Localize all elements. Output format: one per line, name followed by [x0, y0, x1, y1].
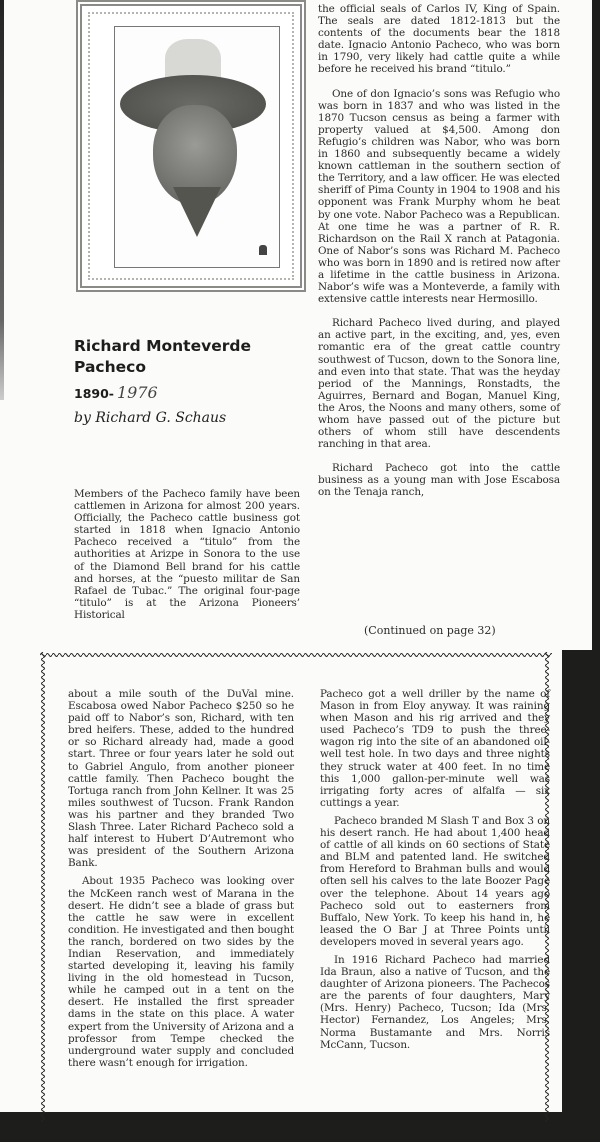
title-line-1: Richard Monteverde: [74, 337, 251, 355]
title-line-2: Pacheco: [74, 358, 146, 376]
upper-left-column: [74, 488, 300, 621]
paragraph: Pacheco got a well driller by the name of Mason in from Eloy anyway. It was raining when Mason and his rig arrived and they used Pacheco’s TD9 to push the three-wagon rig into the site of an abandoned oil-well test hole. In two days and three nights they struck water at 400 feet. In no time this 1,000 gallon-per-minute well was irrigating forty acres of alfalfa — six cuttings a year.: [320, 688, 550, 809]
paragraph: One of don Ignacio’s sons was Refugio who was born in 1837 and who was listed in the 1870 Tucson census as being a farmer with property valued at $4,500. Among don Refugio’s children was Nabor, who was born in 1860 and subsequently became a widely known cattleman in the southern section of the Territory, and a law officer. He was elected sheriff of Pima County in 1904 to 1908 and his opponent was Frank Murphy whom he beat by one vote. Nabor Pacheco was a Republican. At one time he was a partner of R. R. Richardson on the Rail X ranch at Patagonia. One of Nabor’s sons was Richard M. Pacheco who was born in 1890 and is retired now after a lifetime in the cattle business in Arizona. Nabor’s wife was a Monteverde, a family with extensive cattle interests near Hermosillo.: [318, 87, 560, 306]
paragraph: Members of the Pacheco family have been cattlemen in Arizona for almost 200 years. Officially, the Pacheco cattle business got started in 1818 when Ignacio Antonio Pacheco received a “titulo” from the authorities at Arizpe in Sonora to the use of the Diamond Bell brand for his cattle and horses, at the “puesto militar de San Rafael de Tubac.” The original four-page “titulo” is at the Arizona Pioneers’ Historical: [74, 488, 300, 621]
scan-edge-lower-right: [562, 650, 600, 1142]
paragraph: About 1935 Pacheco was looking over the McKeen ranch west of Marana in the desert. He didn’t see a blade of grass but the cattle he saw were in excellent condition. He investigated and then bought the ranch, bordered on two sides by the Indian Reservation, and immediately started developing it, leaving his family living in the old homestead in Tucson, while he camped out in a tent on the desert. He installed the first spreader dams in the state on this place. A water expert from the University of Arizona and a professor from Tempe checked the underground water supply and concluded there wasn’t enough for irrigation.: [68, 875, 294, 1069]
article-title: [74, 336, 304, 378]
birth-year: 1890-: [74, 386, 114, 401]
ornate-portrait-frame: [76, 0, 306, 292]
life-dates: [74, 383, 158, 402]
handwritten-death-year: 1976: [116, 383, 158, 402]
neck-shadow: [173, 187, 221, 237]
byline: by Richard G. Schaus: [74, 410, 227, 426]
continued-note: (Continued on page 32): [364, 624, 496, 637]
paragraph: Richard Pacheco got into the cattle business as a young man with Jose Escabosa on the Tenaja ranch,: [318, 462, 560, 499]
scan-edge-left: [0, 0, 4, 400]
frame-corner-mark: [259, 245, 267, 255]
paragraph: the official seals of Carlos IV, King of Spain. The seals are dated 1812-1813 but the contents of the documents bear the 1818 date. Ignacio Antonio Pacheco, who was born in 1790, very likely had cattle quite a while before he received his brand “titulo.”: [318, 3, 560, 76]
continuation-left-column: [68, 688, 294, 1069]
upper-right-column: [318, 3, 560, 499]
paragraph: In 1916 Richard Pacheco had married Ida Braun, also a native of Tucson, and the daughter of Arizona pioneers. The Pachecos are the parents of four daughters, Mary (Mrs. Henry) Pacheco, Tucson; Ida (Mrs. Hector) Fernandez, Los Angeles; Mrs. Norma Bustamante and Mrs. Norris McCann, Tucson.: [320, 953, 550, 1051]
paragraph: Pacheco branded M Slash T and Box 3 on his desert ranch. He had about 1,400 head of cattle of all kinds on 60 sections of State and BLM and patented land. He switched from Hereford to Brahman bulls and would often sell his calves to the late Boozer Page over the telephone. About 14 years ago Pacheco sold out to easterners from Buffalo, New York. To keep his hand in, he leased the O Bar J at Three Points until developers moved in several years ago.: [320, 814, 550, 948]
paragraph: Richard Pacheco lived during, and played an active part, in the exciting, and, yes, even romantic era of the great cattle country southwest of Tucson, down to the Sonora line, and even into that state. That was the heyday period of the Mannings, Ronstadts, the Aguirres, Bernard and Bogan, Manuel King, the Aros, the Noons and many others, some of whom have passed out of the picture but others of whom still have descendents ranching in that area.: [318, 317, 560, 451]
portrait-photo: [114, 26, 280, 268]
paragraph: about a mile south of the DuVal mine. Escabosa owed Nabor Pacheco $250 so he paid off to Nabor’s son, Richard, with ten bred heifers. These, added to the hundred or so Richard already had, made a good start. Three or four years later he sold out to Gabriel Angulo, from another pioneer cattle family. Then Pacheco bought the Tortuga ranch from John Kellner. It was 25 miles southwest of Tucson. Frank Randon was his partner and they branded Two Slash Three. Later Richard Pacheco sold a half interest to Hubert D’Autremont who was president of the Southern Arizona Bank.: [68, 688, 294, 870]
continuation-right-column: [320, 688, 550, 1051]
